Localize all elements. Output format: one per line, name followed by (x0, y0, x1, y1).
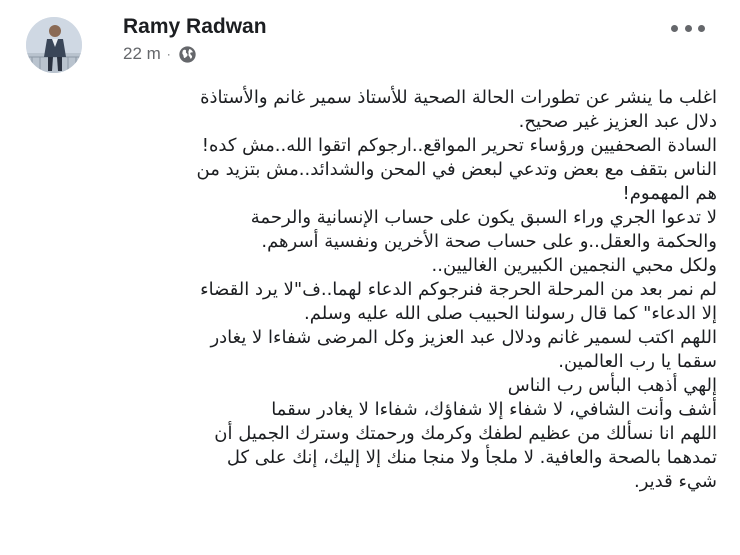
post-line: إلهي أذهب البأس رب الناس (507, 375, 717, 396)
post-line: شيء قدير. (634, 471, 717, 492)
profile-avatar[interactable] (26, 17, 82, 73)
post-line: اللهم انا نسألك من عظيم لطفك وكرمك ورحمتك وسترك الجميل أن (214, 423, 717, 444)
post-time[interactable]: 22 m (123, 44, 161, 63)
more-dot (685, 25, 692, 32)
post-line: أشف وأنت الشافي، لا شفاء إلا شفاؤك، شفاءا لا يغادر سقما (271, 399, 717, 420)
post-body (22, 86, 717, 494)
post-meta (123, 43, 197, 65)
post-line: إلا الدعاء" كما قال رسولنا الحبيب صلى الله عليه وسلم. (304, 303, 717, 324)
post-line: تمدهما بالصحة والعافية. لا ملجأ ولا منجا منك إلا إليك، إنك على كل (226, 447, 717, 468)
more-options-icon[interactable] (671, 20, 705, 36)
post-line: اغلب ما ينشر عن تطورات الحالة الصحية للأستاذ سمير غانم والأستاذة (200, 87, 717, 108)
post-line: سقما يا رب العالمين. (558, 351, 717, 372)
post-line: اللهم اكتب لسمير غانم ودلال عبد العزيز وكل المرضى شفاءا لا يغادر (210, 327, 717, 348)
globe-icon[interactable] (178, 45, 197, 64)
post-line: السادة الصحفيين ورؤساء تحرير المواقع..ارجوكم اتقوا الله..مش كده! (201, 135, 717, 156)
post-line: الناس بتقف مع بعض وتدعي لبعض في المحن والشدائد..مش بتزيد من (196, 159, 717, 180)
meta-separator: · (166, 47, 171, 61)
post-line: دلال عبد العزيز غير صحيح. (518, 111, 717, 132)
post-line: والحكمة والعقل..و على حساب صحة الأخرين ونفسية أسرهم. (261, 231, 717, 252)
post-line: لم نمر بعد من المرحلة الحرجة فنرجوكم الدعاء لهما..ف"لا يرد القضاء (200, 279, 717, 300)
more-dot (698, 25, 705, 32)
post-line: هم المهموم! (622, 183, 717, 204)
more-dot (671, 25, 678, 32)
post-line: لا تدعوا الجري وراء السبق يكون على حساب الإنسانية والرحمة (250, 207, 717, 228)
post-line: ولكل محبي النجمين الكبيرين الغاليين.. (431, 255, 717, 276)
author-name[interactable]: Ramy Radwan (123, 15, 267, 38)
